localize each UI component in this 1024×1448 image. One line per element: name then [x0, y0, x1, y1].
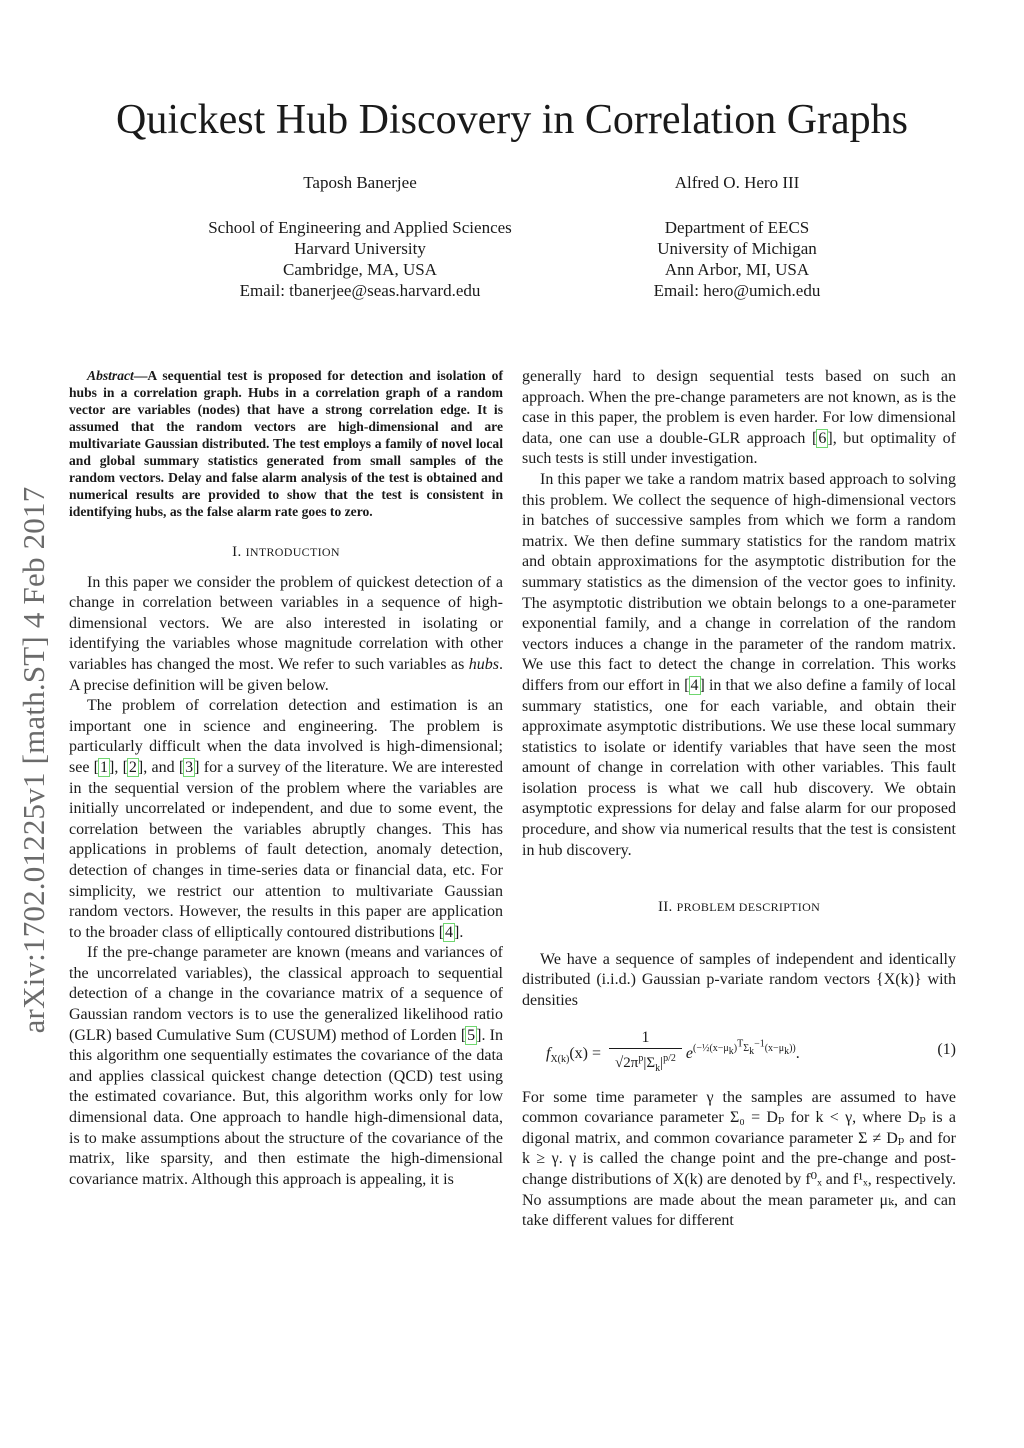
right-paragraph-2: In this paper we take a random matrix based approach to solving this problem. We collect the sequence of high-dimensional vectors in batches of successive samples from which we form a random matrix. We then define summary statistics for the random matrix and obtain approximations for the asymptotic distribution for the summary statistics as the dimension of the vector goes to infinity. The asymptotic distribution we obtain belongs to a one-parameter exponential family, and a change in correlation of the random vectors induces a change in the parameter of the random matrix. We use this fact to detect the change in correlation. This works differs from our effort in [4] in that we also define a family of local summary statistics, one for each variable, and obtain their approximate asymptotic distributions. We use these local summary statistics to isolate or identify variables that have seen the most amount of change in correlation with other variables. This fault isolation process is what we call hub discovery. We obtain asymptotic expressions for delay and false alarm for our proposed procedure, and show via numerical results that the test is consistent in hub discovery.	[522, 470, 956, 859]
author-email: Email: tbanerjee@seas.harvard.edu	[239, 281, 481, 300]
affiliation-line: Harvard University	[294, 239, 426, 258]
citation-link[interactable]: 4	[445, 923, 454, 941]
right-paragraph-1: generally hard to design sequential tests based on such an approach. When the pre-change parameters are not known, as is the case in this paper, the problem is even harder. For low dimensional data, one can use a double-GLR approach [6], but optimality of such tests is still under investigation.	[522, 368, 957, 468]
affiliation-line: Ann Arbor, MI, USA	[664, 260, 810, 279]
arxiv-sidebar	[14, 440, 54, 1080]
affiliation-line: School of Engineering and Applied Sciences	[208, 218, 512, 237]
abstract-label: Abstract	[87, 368, 134, 383]
author-email: Email: hero@umich.edu	[653, 281, 821, 300]
equation-fraction: $\frac{1}{√2\pi^p|\Sigma_k|^{p/2}}$	[609, 1028, 682, 1080]
affiliation-line: University of Michigan	[657, 239, 817, 258]
affiliation-line: Department of EECS	[664, 218, 810, 237]
problem-paragraph-2: For some time parameter γ the samples are assumed to have common covariance parameter Σ₀ = Dₚ for k < γ, where Dₚ is a digonal matrix, and common covariance parameter Σ ≠ Dₚ and for k ≥ γ. γ is called the change point and the pre-change and post-change distributions of X(k) are denoted by f⁰ₓ and f¹ₓ, respectively. No assumptions are made about the mean parameter μₖ, and can take different values for different	[522, 1088, 956, 1230]
citation-link[interactable]: 1	[100, 758, 108, 776]
equation-number: (1)	[937, 1040, 956, 1058]
abstract-text: —A sequential test is proposed for detection and isolation of hubs in a correlation graph. Hubs in a correlation graph of a random vector are variables (nodes) that have a strong correlation edge. It is assumed that the random vectors are high-dimensional and are multivariate Gaussian distributed. The test employs a family of novel local and global summary statistics generated from small samples of the random vectors. Delay and false alarm analysis of the test is obtained and numerical results are provided to show that the test is consistent in identifying hubs, as the false alarm rate goes to zero.	[69, 368, 503, 519]
equation-1	[522, 1016, 956, 1074]
problem-paragraph-1: We have a sequence of samples of independent and identically distributed (i.i.d.) Gaussian p-variate random vectors {X(k)} with densities	[522, 950, 956, 1010]
abstract	[69, 367, 503, 520]
paper-title: Quickest Hub Discovery in Correlation Graphs	[116, 97, 908, 143]
affiliation-line: Cambridge, MA, USA	[283, 260, 437, 279]
left-column	[69, 367, 503, 1190]
citation-link[interactable]: 6	[818, 429, 827, 447]
author-block-1	[150, 172, 570, 301]
intro-paragraph-3: If the pre-change parameter are known (means and variances of the uncorrelated variables), the classical approach to sequential detection of a change in the covariance matrix of a sequence of Gaussian random vectors is to use the generalized likelihood ratio (GLR) based Cumulative Sum (CUSUM) method of Lorden [5]. In this algorithm one sequentially estimates the covariance of the data and applies classical quickest change detection (QCD) test using the estimated covariance. But, this algorithm works only for low dimensional data. One approach to handle high-dimensional data, is to make assumptions about the structure of the covariance of the matrix, like sparsity, and then estimate the high-dimensional covariance matrix. Although this approach is appealing, it is	[69, 944, 504, 1188]
section-heading-intro: I. INTRODUCTION	[232, 544, 340, 560]
citation-link[interactable]: 3	[185, 758, 194, 776]
author-name: Taposh Banerjee	[303, 173, 417, 192]
intro-paragraph-2: The problem of correlation detection and estimation is an important one in science and engineering. The problem is particularly difficult when the data involved is high-dimensional; see [1], [2], and [3] for a survey of the literature. We are interested in the sequential version of the problem where the variables are initially uncorrelated or independent, and due to some event, the correlation between the variables abruptly changes. This has applications in problems of fault detection, anomaly detection, detection of changes in time-series data or financial data, etc. For simplicity, we restrict our attention to multivariate Gaussian random vectors. However, the results in this paper are application to the broader class of elliptically contoured distributions [4].	[69, 697, 504, 941]
author-name: Alfred O. Hero III	[674, 173, 800, 192]
right-column	[522, 367, 956, 1232]
author-block-2	[527, 172, 947, 301]
citation-link[interactable]: 2	[128, 758, 137, 776]
arxiv-id: arXiv:1702.01225v1 [math.ST] 4 Feb 2017	[16, 486, 51, 1034]
section-heading-problem: II. PROBLEM DESCRIPTION	[657, 899, 821, 916]
equation-body: $f_{X(k)}(x)$ = $\frac{1}{√2\pi^p|\Sigma_k|^{p/2}}$ $e^{(-\frac{1}{2}(x-\mu_k)^T\Sigma_k^{-1}(x-\mu_k))}$.	[546, 1028, 800, 1080]
citation-link[interactable]: 5	[467, 1026, 476, 1044]
intro-paragraph-1: In this paper we consider the problem of quickest detection of a change in correlation between variables in a sequence of high-dimensional vectors. We are also interested in isolating or identifying the variables whose magnitude correlation with other variables has changed the most. We refer to such variables as hubs. A precise definition will be given below.	[69, 573, 503, 694]
citation-link[interactable]: 4	[690, 676, 699, 694]
